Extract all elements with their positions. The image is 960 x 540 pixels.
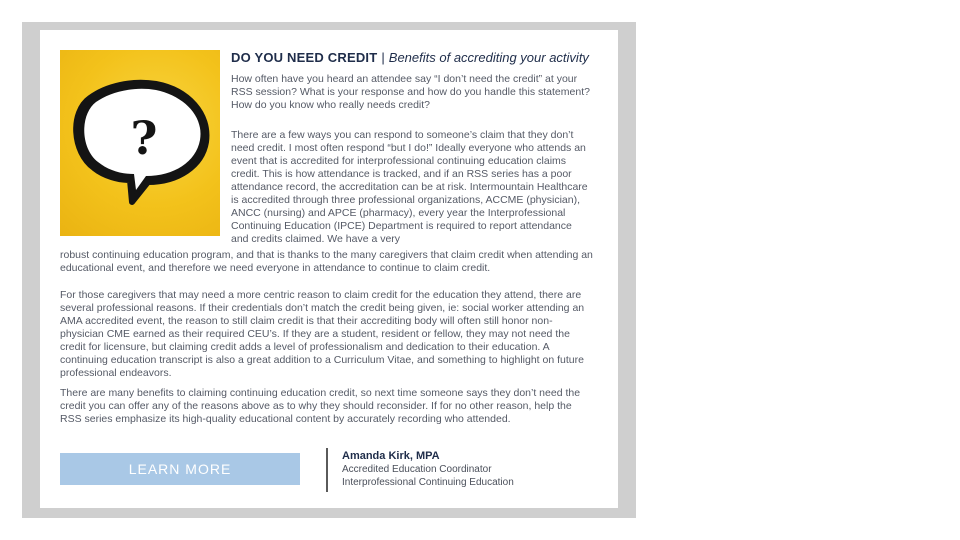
speech-bubble-photo <box>60 50 220 236</box>
question-mark: ? <box>130 111 158 165</box>
signature-role-1: Accredited Education Coordinator <box>342 464 492 475</box>
title-subtitle: Benefits of accrediting your activity <box>388 50 589 65</box>
title-main: DO YOU NEED CREDIT <box>231 50 378 65</box>
paragraph-2a: There are a few ways you can respond to someone’s claim that they don’t need credit. I most often respond “but I do!” Ideally everyone who attends an event that is accredited for interprofessional continuing education claims credit. This is how attendance is tracked, and if an RSS series has a poor attendance record, the accreditation can be at risk. Intermountain Healthcare is accredited through three professional organizations, ACCME (physician), ANCC (nursing) and APCE (pharmacy), every year the Interprofessional Continuing Education (IPCE) Department is required to report attendance and credits claimed. We have a very <box>231 129 588 245</box>
paragraph-4: There are many benefits to claiming continuing education credit, so next time someone says they don’t need the credit you can offer any of the reasons above as to why they should reconsider. If for no other reason, help the RSS series emphasize its high-quality educational content by accurately recording who attended. <box>60 387 581 425</box>
paragraph-2b: robust continuing education program, and that is thanks to the many caregivers that claim credit when attending an educational event, and therefore we need everyone in attendance to continue to claim credit. <box>60 249 593 274</box>
learn-more-button[interactable]: LEARN MORE <box>60 453 300 485</box>
signature-block <box>342 449 602 489</box>
article-title <box>231 50 611 70</box>
newsletter-card <box>40 30 618 508</box>
signature-name: Amanda Kirk, MPA <box>342 450 440 462</box>
paragraph-1: How often have you heard an attendee say “I don’t need the credit” at your RSS session? What is your response and how do you handle this statement? How do you know who really needs credit? <box>231 73 590 111</box>
title-separator: | <box>381 50 385 65</box>
speech-bubble-question-icon <box>60 50 220 236</box>
paragraph-3: For those caregivers that may need a more centric reason to claim credit for the education they attend, there are several professional reasons. If their credentials don’t match the credit being given, ie: social worker attending an AMA accredited event, the reason to still claim credit is that their accrediting body will often still honor non-physician CME earned as their required CEU’s. If they are a student, resident or fellow, they may not need the credit for licensure, but claiming credit adds a level of professionalism and dedication to their education. A continuing education transcript is also a great addition to a Curriculum Vitae, and something to highlight on future professional endeavors. <box>60 289 585 379</box>
signature-divider <box>326 448 328 492</box>
signature-role-2: Interprofessional Continuing Education <box>342 477 514 488</box>
